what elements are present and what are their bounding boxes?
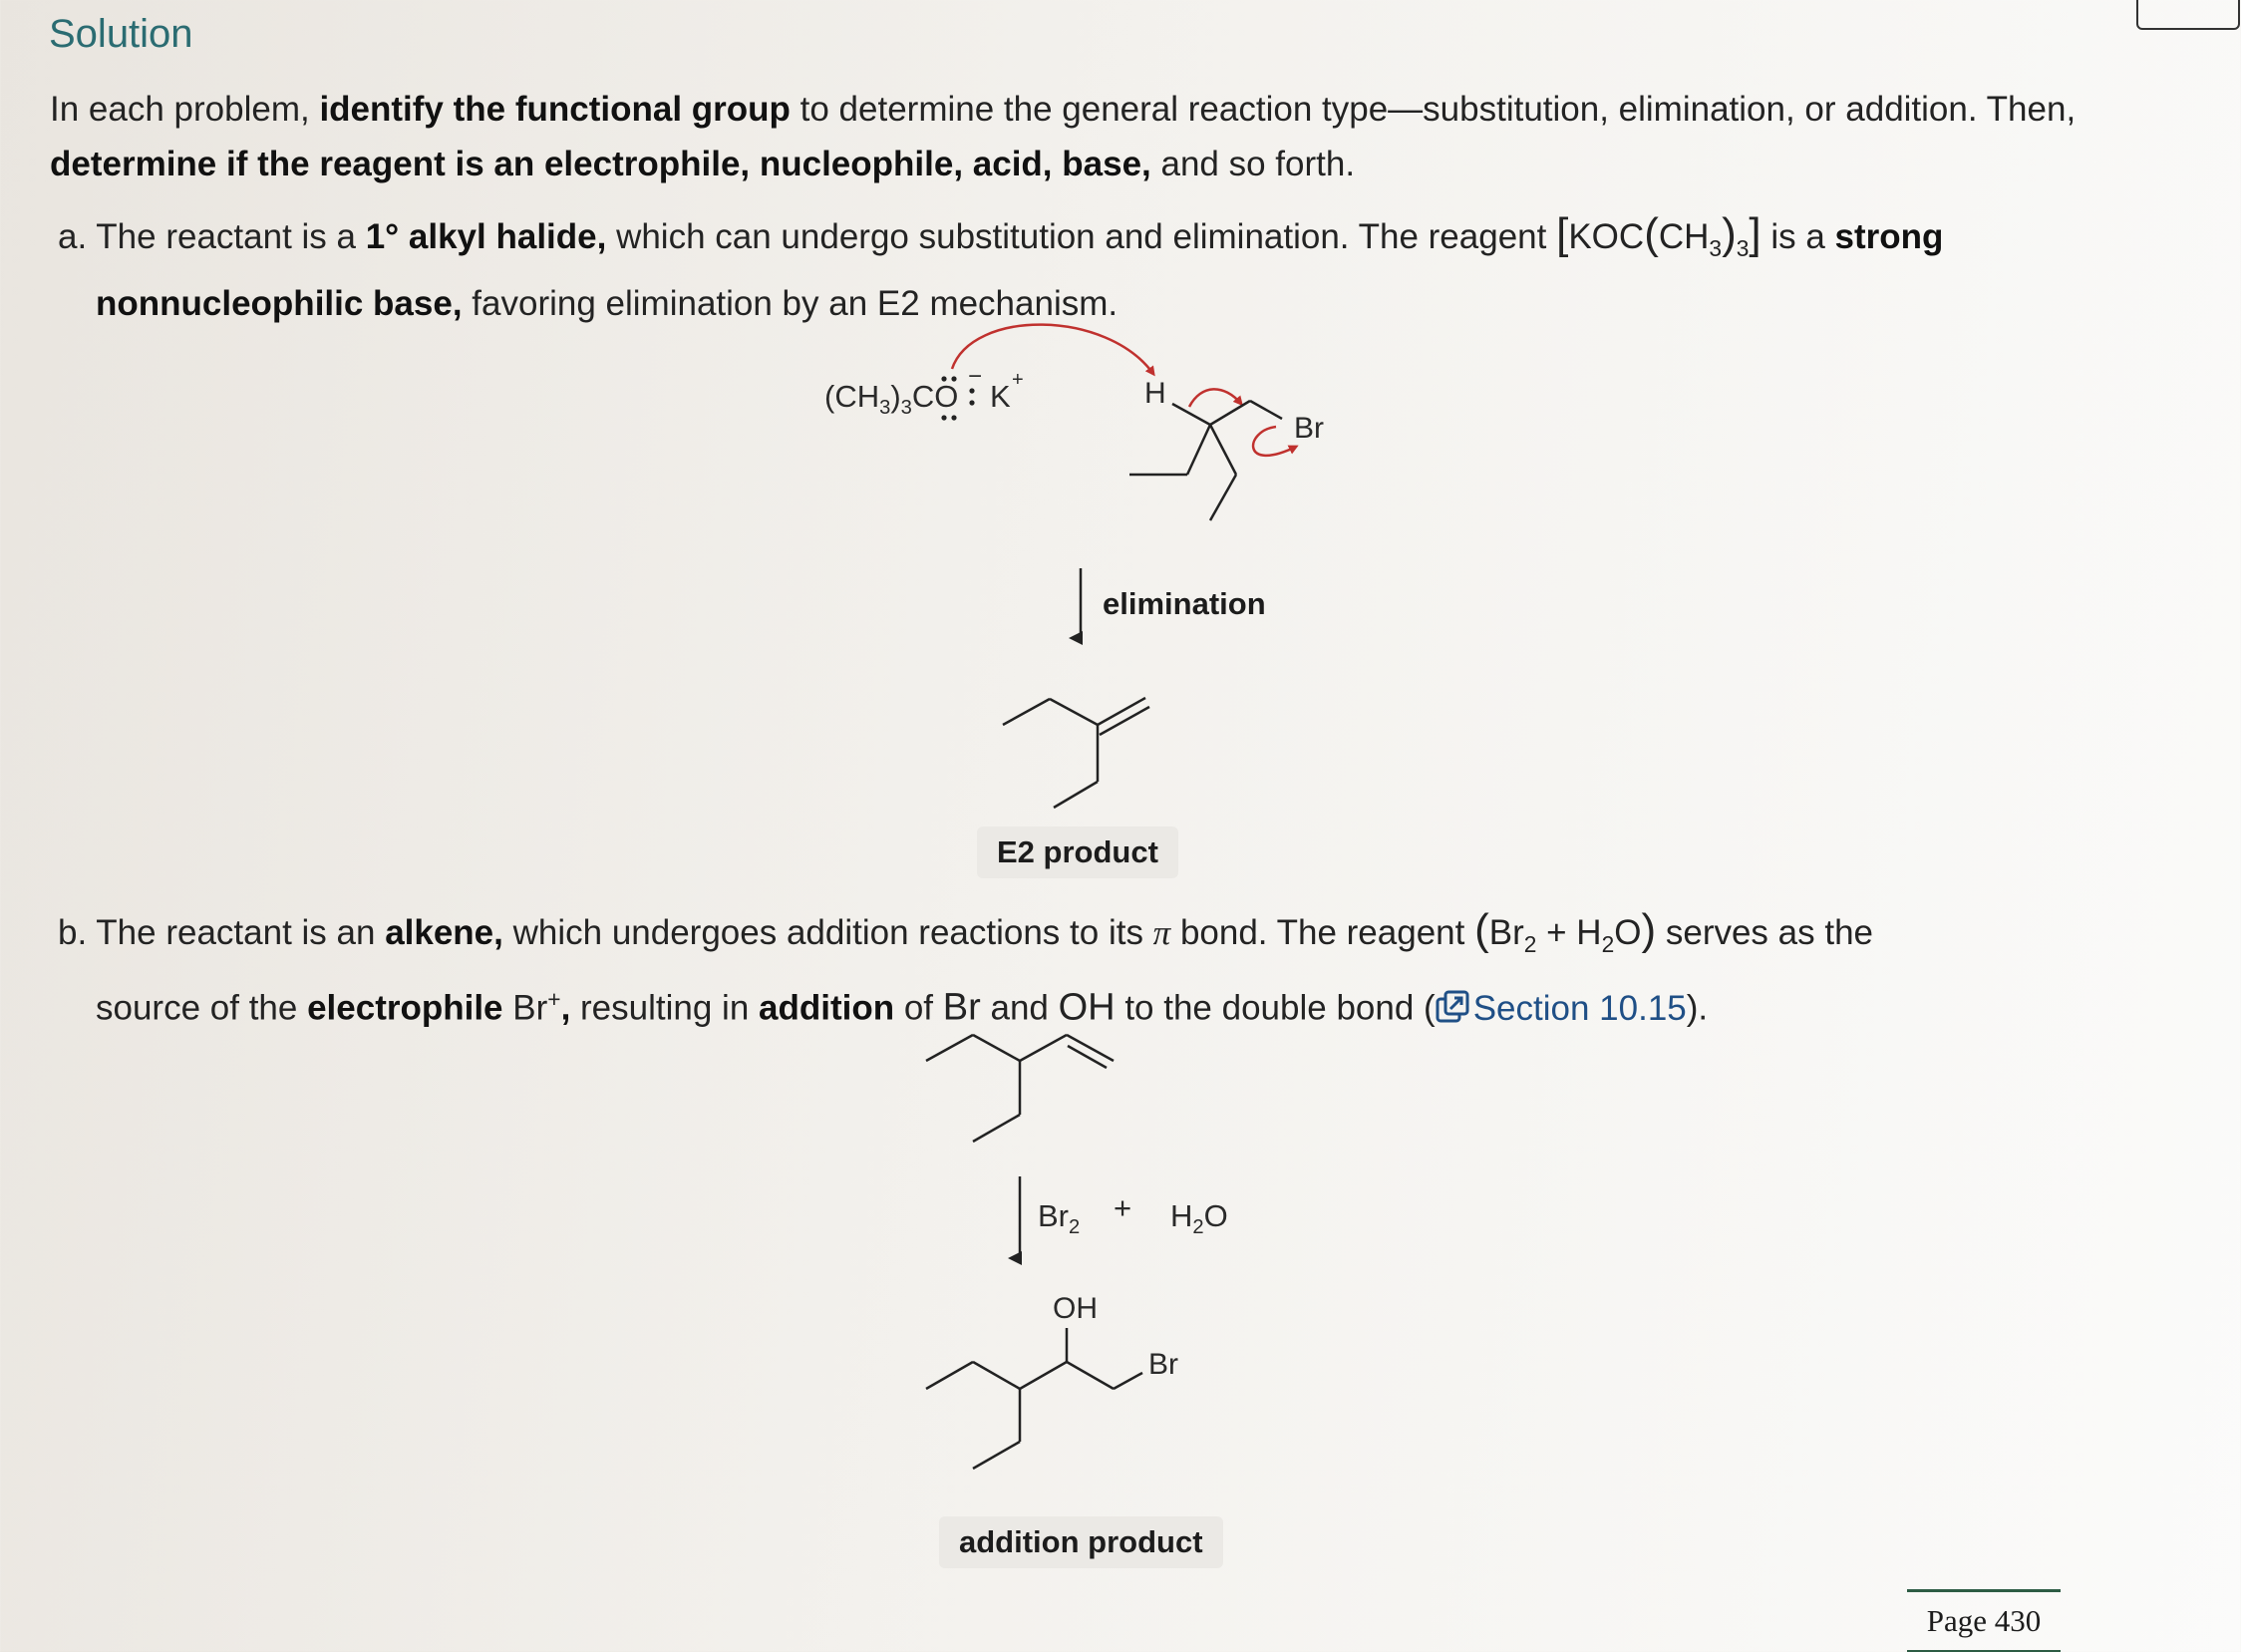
- part-a-paragraph: a. The reactant is a 1° alkyl halide, which can undergo substitution and elimination. The reagent $[KOC(CH_3)_3]$ is a strong nonnucleophilic base, favoring elimination by an E2 mechanism.: [58, 209, 1944, 323]
- addition-product-skeleton: [926, 1328, 1142, 1469]
- reagent-b-formula: $(Br_2 + H_2O)$: [1474, 905, 1657, 957]
- bromine-label-a: Br: [1294, 412, 1324, 445]
- hydrogen-label: H: [1144, 377, 1166, 410]
- base-formula: $(CH_3)_3CO$: [824, 379, 959, 420]
- e2-product-label: E2 product: [977, 826, 1178, 878]
- section-link[interactable]: Section 10.15: [1436, 989, 1687, 1028]
- hydroxyl-label: OH: [1053, 1292, 1098, 1325]
- reagent-br2: $Br_2$: [1038, 1198, 1081, 1239]
- elimination-label: elimination: [1103, 586, 1266, 621]
- alkyl-halide-skeleton: [1129, 401, 1282, 520]
- reagent-formula: $KOC(CH_3)_3$: [1568, 209, 1750, 261]
- page-number: Page 430: [1907, 1589, 2061, 1652]
- solution-heading: Solution: [49, 12, 193, 56]
- reagent-h2o: $H_2O$: [1170, 1198, 1228, 1239]
- e2-product-skeleton: [1003, 698, 1149, 808]
- cation-charge: +: [1012, 369, 1024, 391]
- addition-product-label: addition product: [939, 1516, 1223, 1568]
- alkene-reactant-skeleton: [926, 1035, 1114, 1142]
- reagent-plus: +: [1114, 1190, 1132, 1225]
- intro-paragraph: In each problem, identify the functional group to determine the general reaction type—substitution, elimination, or addition. Then, determine if the reagent is an electrophile, nucleophile, acid, base, and so forth.: [50, 90, 2077, 183]
- curved-arrow-ch-to-cc: [1189, 389, 1241, 407]
- potassium-cation: K: [990, 379, 1011, 414]
- external-link-icon: [1436, 990, 1469, 1024]
- base-negative-charge: −: [968, 363, 983, 390]
- bromine-label-b: Br: [1148, 1348, 1178, 1381]
- curved-arrow-base-to-h: [952, 325, 1153, 374]
- curved-arrow-c-br: [1253, 427, 1296, 456]
- part-b-paragraph: b. The reactant is an alkene, which undergoes addition reactions to its π bond. The reagent $(Br_2 + H_2O)$ serves as the source of the electrophile Br+, resulting in addition of Br and OH to the double bond ( Section 10.15).: [58, 905, 1874, 1029]
